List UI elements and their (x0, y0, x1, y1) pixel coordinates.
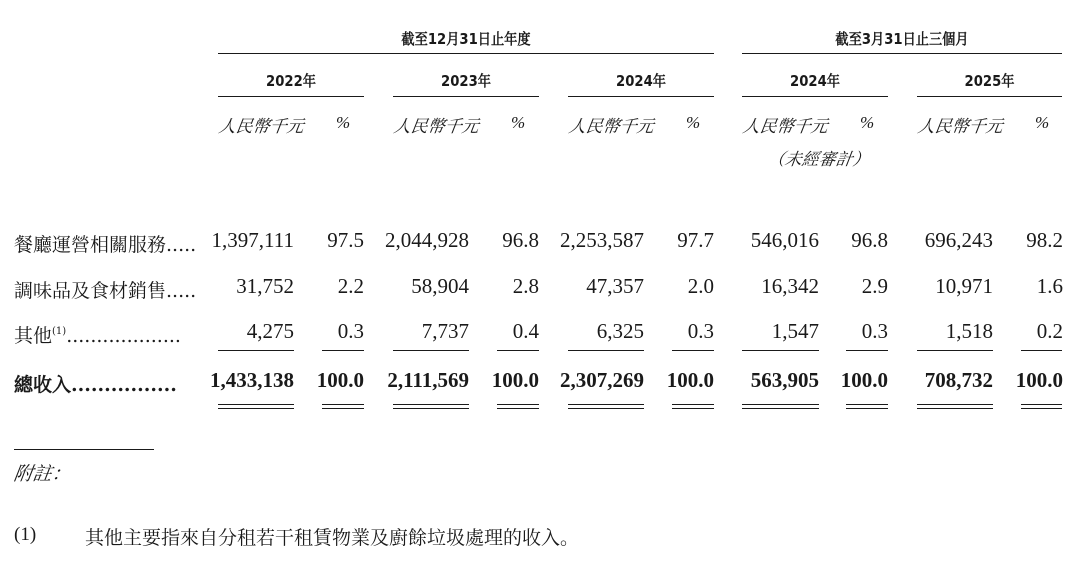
table-cell: 696,243 (924, 228, 993, 252)
unit-label: 人民幣千元 (392, 117, 481, 137)
table-cell: 0.2 (1036, 319, 1063, 343)
table-cell-total: 100.0 (316, 368, 364, 392)
subtotal-rule (672, 350, 714, 351)
table-cell: 10,971 (935, 274, 993, 298)
total-double-rule (393, 408, 469, 409)
table-cell: 96.8 (851, 228, 888, 252)
table-cell-total: 563,905 (750, 368, 819, 392)
total-double-rule (672, 408, 714, 409)
table-cell: 2,044,928 (385, 228, 469, 252)
table-cell-total: 100.0 (840, 368, 888, 392)
total-double-rule (322, 404, 364, 405)
year-header: 2024年 (790, 72, 840, 90)
table-cell: 2,253,587 (560, 228, 644, 252)
row-label-others: 其他$^{(1)}$................... (14, 325, 181, 347)
total-double-rule (497, 404, 539, 405)
table-cell: 96.8 (502, 228, 539, 252)
table-cell: 58,904 (411, 274, 469, 298)
table-cell: 16,342 (761, 274, 819, 298)
row-label-condiments-sales: 調味品及食材銷售..... (14, 280, 197, 302)
total-double-rule (322, 408, 364, 409)
subtotal-rule (846, 350, 888, 351)
table-cell: 546,016 (750, 228, 819, 252)
table-cell-total: 2,111,569 (387, 368, 469, 392)
table-cell: 97.7 (677, 228, 714, 252)
table-cell: 31,752 (236, 274, 294, 298)
table-cell: 7,737 (421, 319, 469, 343)
year-rule (742, 96, 888, 97)
percent-label: % (860, 113, 875, 132)
table-cell: 1,518 (945, 319, 993, 343)
group-rule (218, 53, 714, 54)
total-double-rule (568, 404, 644, 405)
table-cell: 1,547 (771, 319, 819, 343)
table-cell: 6,325 (596, 319, 644, 343)
year-rule (917, 96, 1062, 97)
total-double-rule (917, 404, 993, 405)
subtotal-rule (393, 350, 469, 351)
subtotal-rule (917, 350, 993, 351)
notes-title: 附註： (12, 463, 73, 485)
row-label-total-revenue: 總收入................ (14, 374, 177, 396)
table-cell: 0.3 (687, 319, 714, 343)
year-header: 2022年 (266, 72, 316, 90)
table-cell: 98.2 (1026, 228, 1063, 252)
table-cell: 0.3 (861, 319, 888, 343)
footnote-separator (14, 449, 154, 450)
table-cell: 2.9 (861, 274, 888, 298)
group-header-year-ended: 截至12月31日止年度 (401, 30, 531, 48)
total-double-rule (1021, 408, 1062, 409)
table-cell-total: 100.0 (1015, 368, 1063, 392)
percent-label: % (686, 113, 701, 132)
year-header: 2023年 (441, 72, 491, 90)
table-cell: 0.4 (512, 319, 539, 343)
year-header: 2025年 (964, 72, 1015, 90)
unit-label: 人民幣千元 (916, 117, 1005, 137)
total-double-rule (917, 408, 993, 409)
total-double-rule (218, 408, 294, 409)
table-cell-total: 1,433,138 (210, 368, 294, 392)
subtotal-rule (568, 350, 644, 351)
table-cell: 2.2 (337, 274, 364, 298)
total-double-rule (672, 404, 714, 405)
table-cell: 4,275 (246, 319, 294, 343)
table-cell: 47,357 (586, 274, 644, 298)
total-double-rule (1021, 404, 1062, 405)
total-double-rule (846, 408, 888, 409)
table-cell: 0.3 (337, 319, 364, 343)
year-rule (218, 96, 364, 97)
table-cell: 1,397,111 (211, 228, 294, 252)
row-label-restaurant-services: 餐廳運營相關服務..... (14, 234, 197, 256)
percent-label: % (511, 113, 526, 132)
group-rule (742, 53, 1062, 54)
total-double-rule (497, 408, 539, 409)
total-double-rule (218, 404, 294, 405)
table-cell-total: 708,732 (924, 368, 993, 392)
footnote-number: (1) (14, 524, 37, 545)
year-rule (568, 96, 714, 97)
percent-label: % (336, 113, 351, 132)
total-double-rule (742, 404, 819, 405)
table-cell-total: 2,307,269 (560, 368, 644, 392)
year-header: 2024年 (616, 72, 666, 90)
subtotal-rule (322, 350, 364, 351)
subtotal-rule (497, 350, 539, 351)
footnote-text: 其他主要指來自分租若干租賃物業及廚餘垃圾處理的收入。 (85, 527, 580, 549)
table-cell: 2.0 (687, 274, 714, 298)
table-cell-total: 100.0 (666, 368, 714, 392)
table-cell: 1.6 (1036, 274, 1063, 298)
unit-label: 人民幣千元 (567, 117, 656, 137)
table-cell: 97.5 (327, 228, 364, 252)
table-cell-total: 100.0 (491, 368, 539, 392)
table-cell: 2.8 (512, 274, 539, 298)
total-double-rule (393, 404, 469, 405)
footnote-ref: (1) (52, 326, 67, 337)
total-double-rule (568, 408, 644, 409)
year-rule (393, 96, 539, 97)
unit-label: 人民幣千元 (217, 117, 306, 137)
percent-label: % (1035, 113, 1050, 132)
unit-label: 人民幣千元 (741, 117, 830, 137)
subtotal-rule (1021, 350, 1062, 351)
total-double-rule (742, 408, 819, 409)
subtotal-rule (742, 350, 819, 351)
total-double-rule (846, 404, 888, 405)
unaudited-note: （未經審計） (766, 150, 872, 170)
group-header-three-months: 截至3月31日止三個月 (835, 30, 969, 48)
subtotal-rule (218, 350, 294, 351)
